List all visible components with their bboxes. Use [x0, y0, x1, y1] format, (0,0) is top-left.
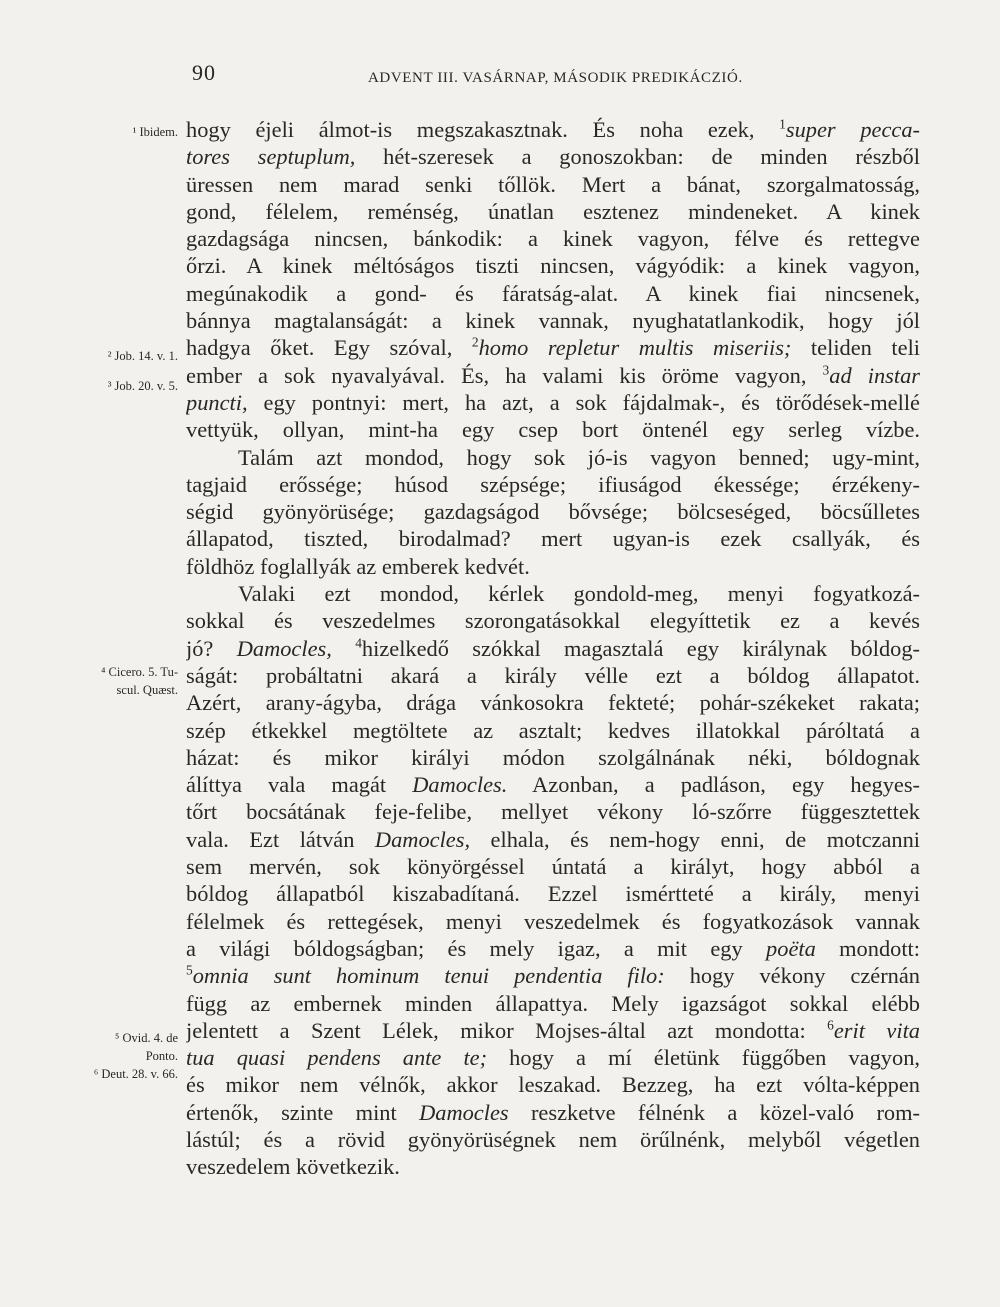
text-line: Azért, arany-ágyba, drága vánkosokra fekteté; pohár-székeket rakata;: [186, 690, 920, 716]
margin-note-deut: ⁶ Deut. 28. v. 66.: [93, 1067, 178, 1081]
text-line: $^5$omnia sunt hominum tenui pendentia filo: hogy vékony czérnán: [186, 962, 920, 989]
text-line: sem mervén, sok könyörgéssel úntatá a királyt, hogy abból a: [186, 854, 920, 880]
text-line: házat: és mikor királyi módon szolgálnának néki, bóldognak: [186, 744, 920, 770]
margin-note-job-20: ³ Job. 20. v. 5.: [107, 379, 178, 393]
text-line: ségid gyönyörüsége; gazdagságod bővsége; bölcseséged, böcsűlletes: [186, 499, 920, 525]
text-line: és mikor nem vélnők, akkor leszakad. Bezzeg, ha ezt vólta-képpen: [186, 1072, 920, 1098]
text-line: veszedelem következik.: [186, 1154, 400, 1180]
text-line: lástúl; és a rövid gyönyörüségnek nem örűlnénk, melyből végetlen: [186, 1126, 920, 1152]
text-line: vala. Ezt látván Damocles, elhala, és nem-hogy enni, de motczanni: [186, 826, 920, 852]
text-line: bánnya magtalanságát: a kinek vannak, nyughatatlankodik, hogy jól: [186, 308, 920, 334]
page-number: 90: [192, 60, 216, 85]
text-line: hogy éjeli álmot-is megszakasztnak. És noha ezek, $^1$super pecca-: [186, 116, 920, 142]
text-line: függ az embernek minden állapattya. Mely igazságot sokkal elébb: [186, 990, 920, 1016]
text-line: értenők, szinte mint Damocles reszketve félnénk a közel-való rom-: [186, 1099, 920, 1125]
text-line: üressen nem marad senki tőllök. Mert a bánat, szorgalmatosság,: [186, 171, 920, 197]
margin-note-cicero-line-1: ⁴ Cicero. 5. Tu-: [101, 665, 178, 679]
text-line: tores septuplum, hét-szeresek a gonoszokban: de minden részből: [186, 144, 920, 170]
margin-note-cicero-line-2: scul. Quæst.: [116, 683, 178, 697]
text-line: Valaki ezt mondod, kérlek gondold-meg, menyi fogyatkozá-: [238, 581, 920, 607]
text-line: ember a sok nyavalyával. És, ha valami kis öröme vagyon, $^3$ad instar: [186, 362, 920, 388]
text-line: őrzi. A kinek méltóságos tiszti nincsen, vágyódik: a kinek vagyon,: [186, 253, 920, 279]
text-line: Talám azt mondod, hogy sok jó-is vagyon benned; ugy-mint,: [238, 444, 920, 470]
text-line: jelentett a Szent Lélek, mikor Mojses-által azt mondotta: $^6$erit vita: [186, 1017, 920, 1043]
text-line: földhöz foglallyák az emberek kedvét.: [186, 553, 530, 579]
text-line: szép étkekkel megtöltete az asztalt; kedves illatokkal páróltatá a: [186, 717, 920, 743]
text-line: ságát: probáltatni akará a király vélle ezt a bóldog állapatot.: [186, 662, 920, 688]
margin-note-job-14: ² Job. 14. v. 1.: [107, 349, 178, 363]
text-line: gond, félelem, reménség, únatlan esztenez mindeneket. A kinek: [186, 198, 920, 224]
text-line: megúnakodik a gond- és fáratság-alat. A kinek fiai nincsenek,: [186, 280, 920, 306]
text-line: bóldog állapatból kiszabadítaná. Ezzel ismértteté a király, menyi: [186, 881, 920, 907]
text-line: gazdagsága nincsen, bánkodik: a kinek vagyon, félve és rettegve: [186, 226, 920, 252]
text-line: hadgya őket. Egy szóval, $^2$homo repletur multis miseriis; teliden teli: [186, 334, 920, 361]
body-text: [186, 116, 920, 1181]
text-line: tua quasi pendens ante te; hogy a mí életünk függőben vagyon,: [186, 1045, 920, 1071]
text-line: állapatod, tiszted, birodalmad? mert ugyan-is ezek csallyák, és: [186, 526, 920, 552]
text-line: jó? Damocles, $^4$hizelkedő szókkal magasztalá egy királynak bóldog-: [186, 635, 920, 661]
text-line: félelmek és rettegések, menyi veszedelmek és fogyatkozások vannak: [186, 908, 920, 934]
text-line: vettyük, ollyan, mint-ha egy csep bort öntenél egy serleg vízbe.: [186, 417, 920, 443]
text-line: puncti, egy pontnyi: mert, ha azt, a sok fájdalmak-, és törődések-mellé: [186, 389, 920, 415]
text-line: a világi bóldogságban; és mely igaz, a mit egy poëta mondott:: [186, 935, 920, 961]
text-line: sokkal és veszedelmes szorongatásokkal elegyíttetik ez a kevés: [186, 608, 920, 634]
text-line: tőrt bocsátának feje-felibe, mellyet vékony ló-szőrre függesztettek: [186, 799, 920, 825]
margin-note-ovid-line-1: ⁵ Ovid. 4. de: [114, 1031, 178, 1045]
text-line: álíttya vala magát Damocles. Azonban, a padláson, egy hegyes-: [186, 772, 920, 798]
text-line: tagjaid erőssége; húsod szépsége; ifiuságod ékessége; érzékeny-: [186, 471, 920, 497]
running-head: ADVENT III. VASÁRNAP, MÁSODIK PREDIKÁCZIÓ.: [368, 70, 743, 86]
margin-note-ibidem: ¹ Ibidem.: [132, 125, 178, 139]
margin-note-ovid-line-2: Ponto.: [145, 1049, 178, 1063]
